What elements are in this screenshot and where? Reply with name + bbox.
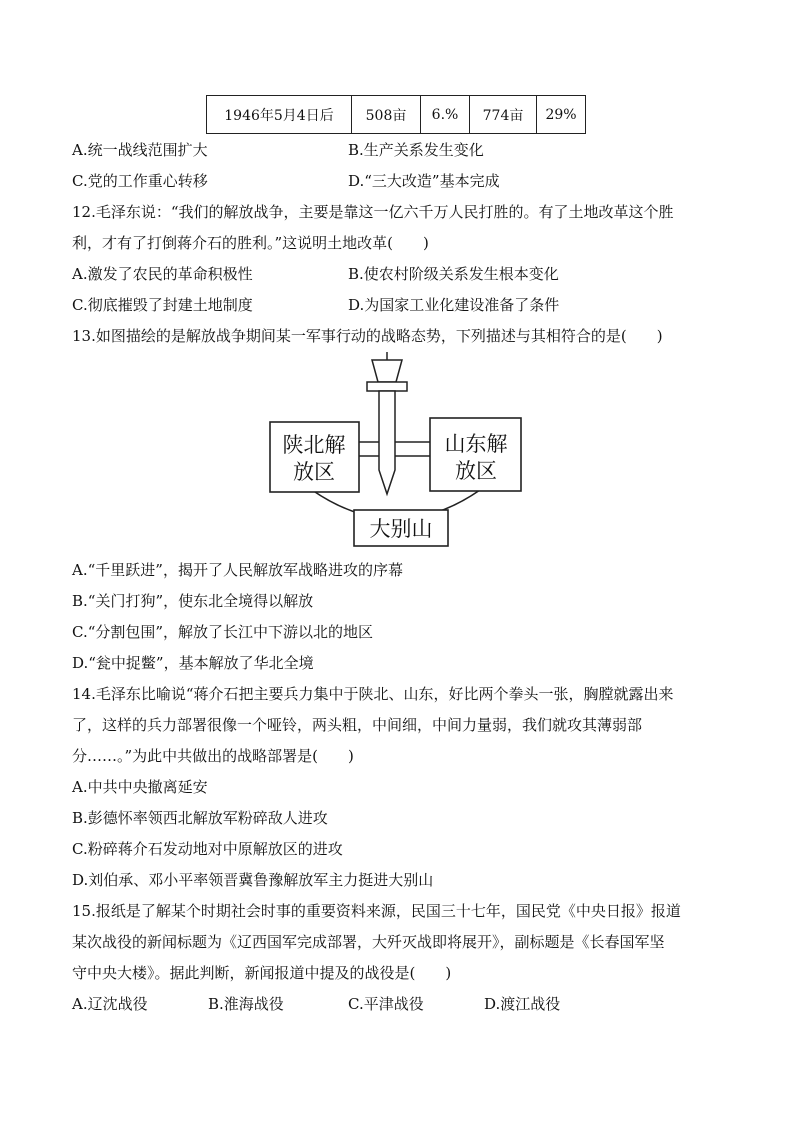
q11-option-d[interactable]: D.“三大改造”基本完成	[348, 172, 500, 190]
q12-option-d[interactable]: D.为国家工业化建设准备了条件	[348, 296, 560, 314]
q14-stem-line2: 了，这样的兵力部署很像一个哑铃，两头粗，中间细，中间力量弱，我们就攻其薄弱部	[72, 716, 643, 734]
q15-option-a[interactable]: A.辽沈战役	[72, 995, 148, 1013]
table-cell: 774亩	[470, 96, 537, 134]
q14-option-a[interactable]: A.中共中央撤离延安	[72, 778, 208, 796]
sword-blade	[379, 391, 395, 494]
sword-guard	[367, 382, 407, 391]
q15-stem-line2: 某次战役的新闻标题为《辽西国军完成部署，大歼灭战即将展开》，副标题是《长春国军坚	[72, 933, 665, 951]
land-data-table	[206, 95, 586, 134]
q11-option-b[interactable]: B.生产关系发生变化	[348, 141, 484, 159]
q12-option-a[interactable]: A.激发了农民的革命积极性	[72, 265, 253, 283]
sword-hilt	[372, 360, 402, 382]
table-row	[207, 96, 586, 134]
q13-stem: 13.如图描绘的是解放战争期间某一军事行动的战略态势，下列描述与其相符合的是( )	[72, 327, 663, 345]
q13-option-b[interactable]: B.“关门打狗”，使东北全境得以解放	[72, 592, 314, 610]
q12-stem-line1: 12.毛泽东说：“我们的解放战争，主要是靠这一亿六千万人民打胜的。有了土地改革这个胜	[72, 203, 674, 221]
q11-option-a[interactable]: A.统一战线范围扩大	[72, 141, 208, 159]
q15-stem-line1: 15.报纸是了解某个时期社会时事的重要资料来源，民国三十七年，国民党《中央日报》报道	[72, 902, 681, 920]
right-box-label-line1: 山东解	[444, 432, 508, 456]
q12-option-b[interactable]: B.使农村阶级关系发生根本变化	[348, 265, 559, 283]
q11-option-c[interactable]: C.党的工作重心转移	[72, 172, 208, 190]
q14-option-b[interactable]: B.彭德怀率领西北解放军粉碎敌人进攻	[72, 809, 328, 827]
q14-stem-line3: 分……。”为此中共做出的战略部署是( )	[72, 747, 354, 765]
q14-option-d[interactable]: D.刘伯承、邓小平率领晋冀鲁豫解放军主力挺进大别山	[72, 871, 434, 889]
q15-option-d[interactable]: D.渡江战役	[484, 995, 561, 1013]
strategy-diagram	[262, 352, 530, 550]
table-cell: 508亩	[352, 96, 421, 134]
table-cell: 6.%	[421, 96, 470, 134]
q15-stem-line3: 守中央大楼》。据此判断，新闻报道中提及的战役是( )	[72, 964, 452, 982]
q13-option-c[interactable]: C.“分割包围”，解放了长江中下游以北的地区	[72, 623, 374, 641]
bottom-box-label: 大别山	[369, 517, 433, 541]
q15-option-b[interactable]: B.淮海战役	[208, 995, 284, 1013]
left-box-label-line1: 陕北解	[282, 433, 346, 457]
right-box-label-line2: 放区	[455, 459, 497, 483]
q13-option-a[interactable]: A.“千里跃进”，揭开了人民解放军战略进攻的序幕	[72, 561, 403, 579]
table-cell: 29%	[537, 96, 586, 134]
table-cell: 1946年5月4日后	[207, 96, 352, 134]
q12-option-c[interactable]: C.彻底摧毁了封建土地制度	[72, 296, 253, 314]
q15-option-c[interactable]: C.平津战役	[348, 995, 424, 1013]
q13-option-d[interactable]: D.“瓮中捉鳖”，基本解放了华北全境	[72, 654, 314, 672]
q14-stem-line1: 14.毛泽东比喻说“蒋介石把主要兵力集中于陕北、山东，好比两个拳头一张，胸膛就露出来	[72, 685, 674, 703]
q12-stem-line2: 利，才有了打倒蒋介石的胜利。”这说明土地改革( )	[72, 234, 429, 252]
q14-option-c[interactable]: C.粉碎蒋介石发动地对中原解放区的进攻	[72, 840, 343, 858]
left-box-label-line2: 放区	[293, 460, 335, 484]
